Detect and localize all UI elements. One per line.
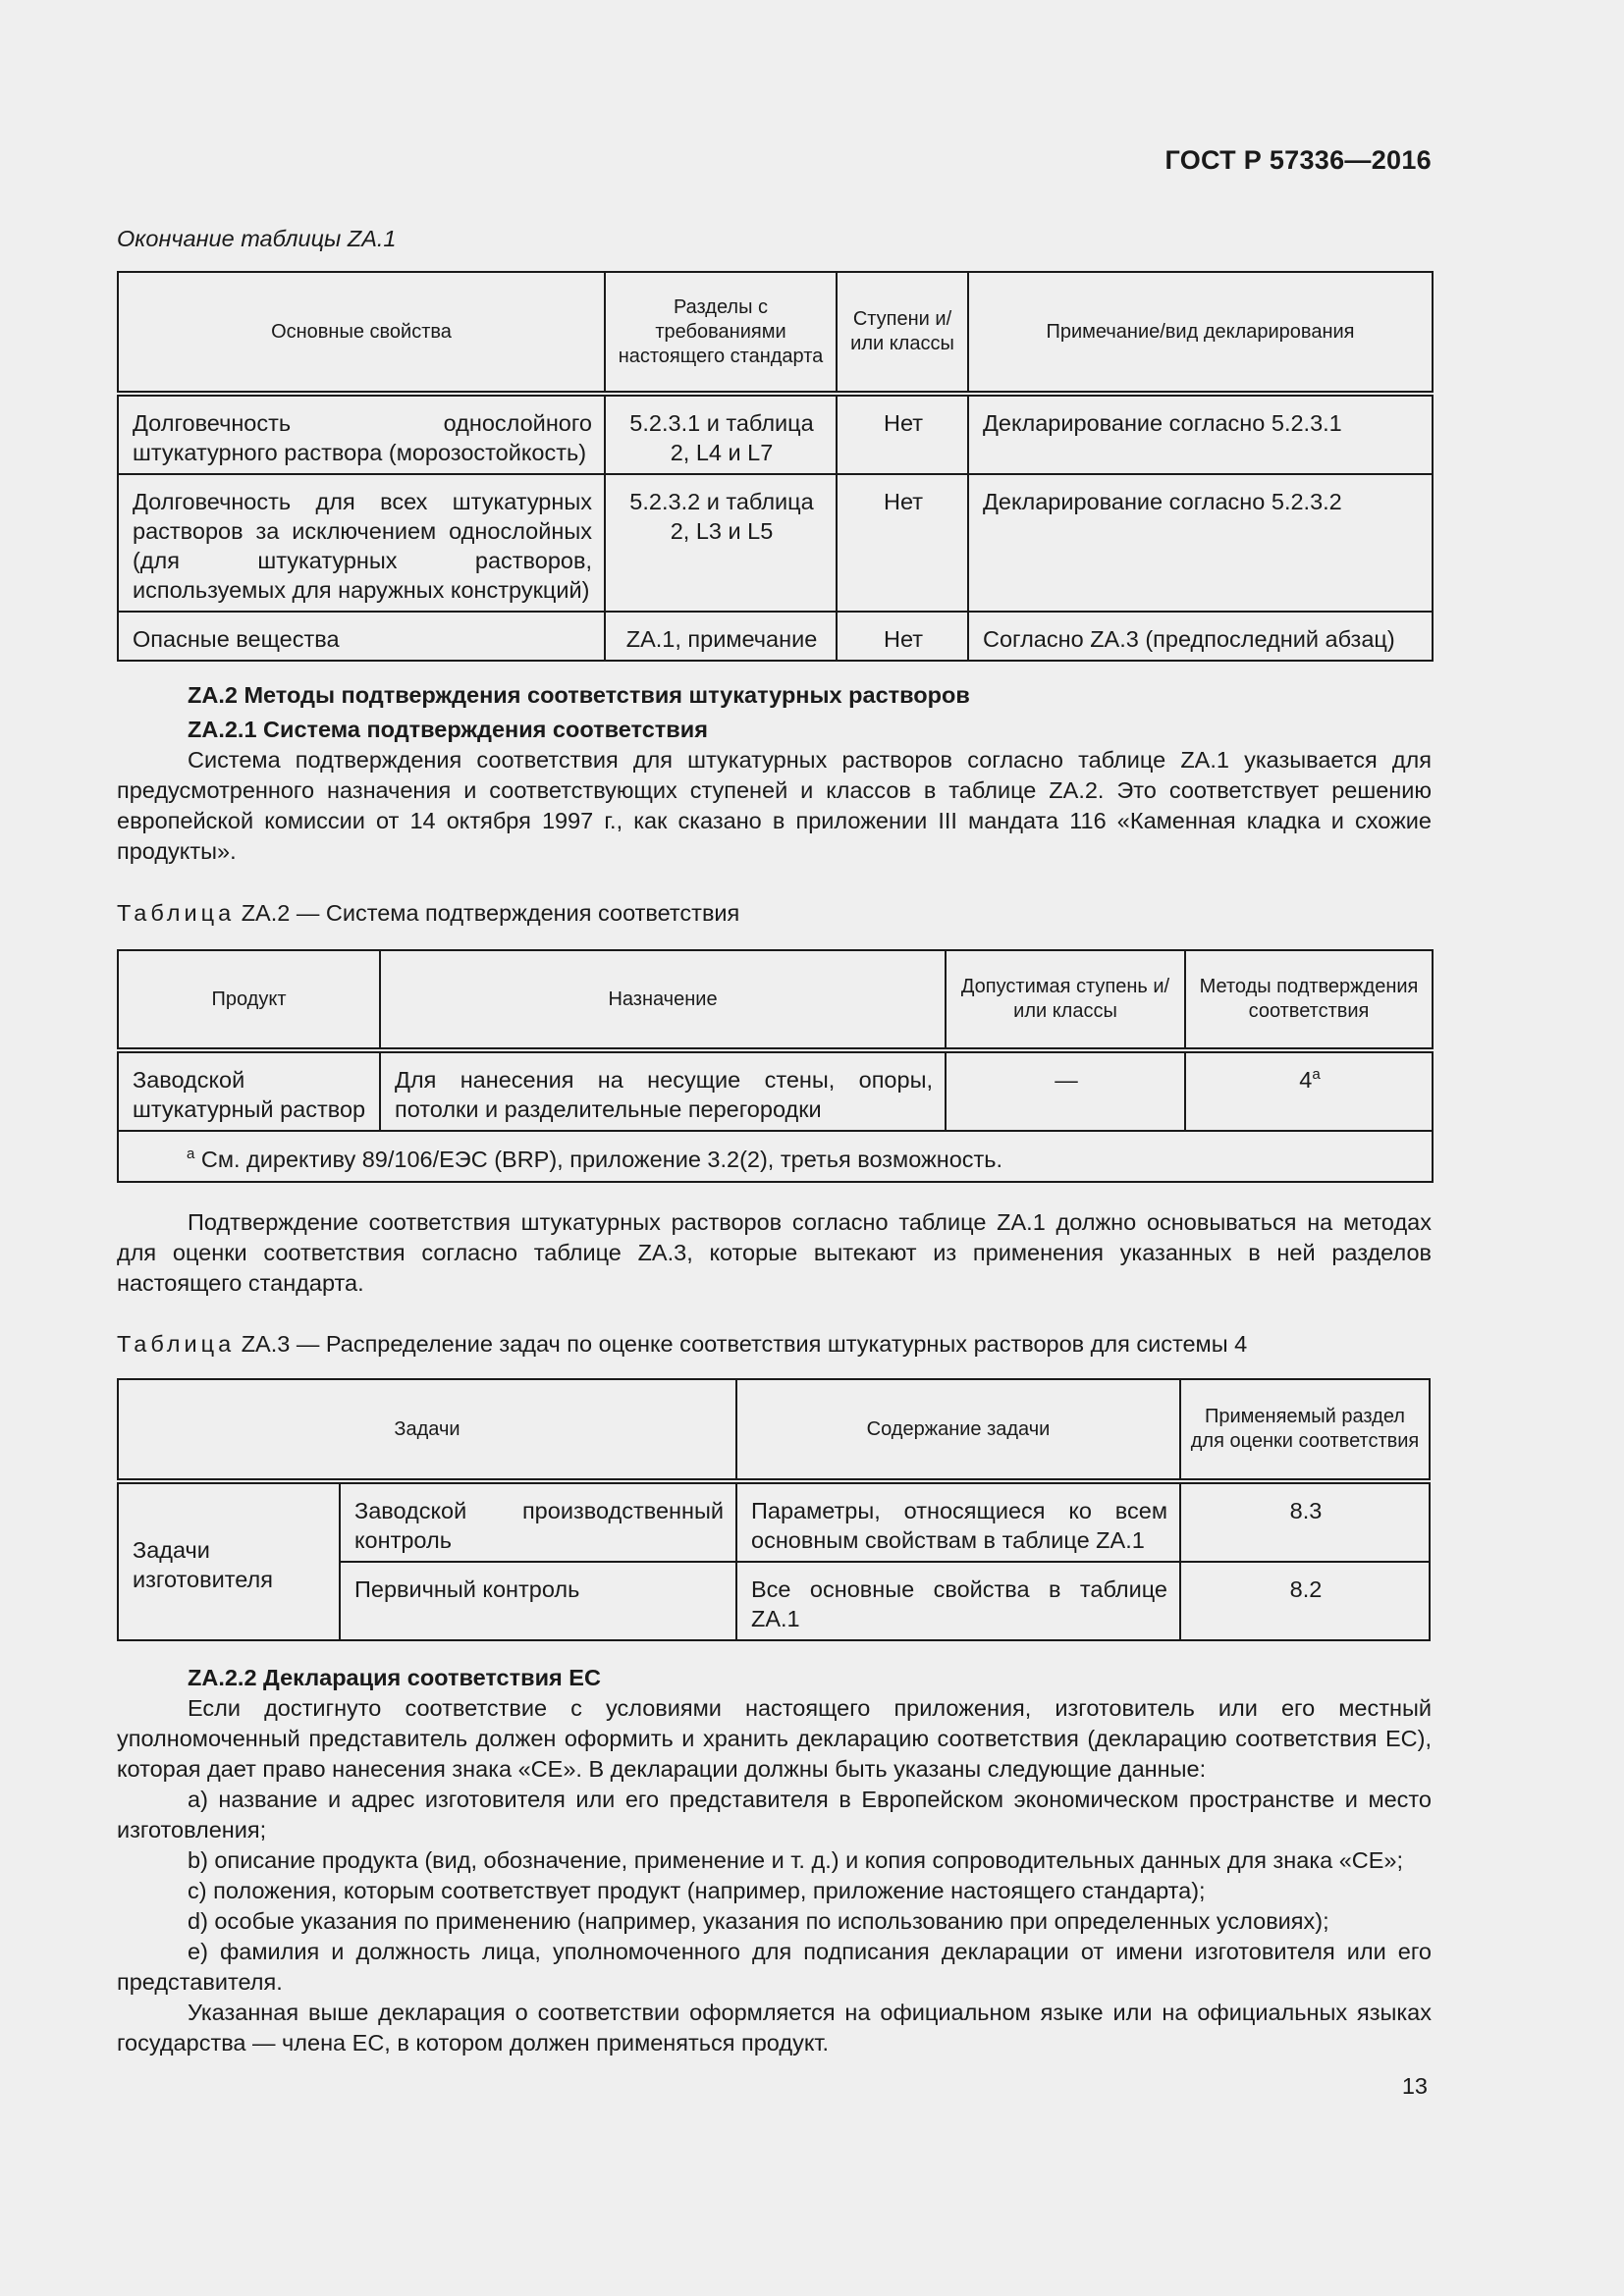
list-item: d) особые указания по применению (например, указания по использованию при определенных условиях); [188,1908,1329,1934]
table-cell: Параметры, относящиеся ко всем основным свойствам в таблице ZA.1 [736,1481,1180,1562]
table-cell: Для нанесения на несущие стены, опоры, потолки и разделительные перегородки [380,1050,946,1131]
footnote-ref: a [1312,1066,1321,1084]
page-number: 13 [1401,2073,1428,2099]
section-za2 [117,680,1432,867]
table-cell: Нет [837,612,968,661]
method-value: 4 [1299,1067,1313,1093]
table-za2-header: Назначение [380,950,946,1050]
task-group-cell: Задачи изготовителя [118,1481,340,1640]
table-za1-header: Примечание/вид декларирования [968,272,1433,394]
table-cell: 5.2.3.2 и таблица 2, L3 и L5 [605,474,837,612]
table-cell: 8.3 [1180,1481,1430,1562]
paragraph: Подтверждение соответствия штукатурных растворов согласно таблице ZA.1 должно основываться на методах для оценки соответствия согласно таблице ZA.3, которые вытекают из применения указанных в ней разделов настоящего стандарта. [117,1209,1432,1296]
table-title: ZA.2 — Система подтверждения соответствия [241,900,740,926]
table-cell: Опасные вещества [118,612,605,661]
list-item: c) положения, которым соответствует продукт (например, приложение настоящего стандарта); [188,1878,1206,1903]
table-za2-caption [117,900,739,927]
table-za3 [117,1378,1431,1641]
table-cell [1185,1050,1433,1131]
paragraph: Если достигнуто соответствие с условиями настоящего приложения, изготовитель или его местный уполномоченный представитель должен оформить и хранить декларацию соответствия (декларацию соответствия ЕС), которая дает право нанесения знака «СЕ». В декларации должны быть указаны следующие данные: [117,1695,1432,1782]
table-za2-header: Методы подтверждения соответствия [1185,950,1433,1050]
table-cell: Заводской штукатурный раствор [118,1050,380,1131]
table-cell: — [946,1050,1185,1131]
table-za3-header: Задачи [118,1379,736,1481]
table-label: Таблица [117,900,236,926]
table-row [118,612,1433,661]
table-cell: Заводской производственный контроль [340,1481,736,1562]
confirmation-block [117,1207,1432,1299]
list-item: a) название и адрес изготовителя или его представителя в Европейском экономическом пространстве и место изготовления; [117,1787,1432,1842]
section-heading: ZA.2 Методы подтверждения соответствия штукатурных растворов [188,682,970,708]
paragraph: Система подтверждения соответствия для штукатурных растворов согласно таблице ZA.1 указывается для предусмотренного назначения и соответствующих ступеней и классов в таблице ZA.2. Это соответствует решению европейской комиссии от 14 октября 1997 г., как сказано в приложении III мандата 116 «Каменная кладка и схожие продукты». [117,747,1432,864]
table-title: ZA.3 — Распределение задач по оценке соответствия штукатурных растворов для системы 4 [241,1331,1248,1357]
section-za22 [117,1663,1432,2058]
table-label: Таблица [117,1331,236,1357]
table-cell: Нет [837,394,968,474]
table-za2-header: Продукт [118,950,380,1050]
footnote-text: См. директиву 89/106/ЕЭС (BRP), приложение 3.2(2), третья возможность. [200,1147,1003,1172]
table-footnote-row [118,1131,1433,1182]
table-za3-header: Применяемый раздел для оценки соответствия [1180,1379,1430,1481]
table-za1-caption: Окончание таблицы ZA.1 [117,226,397,251]
standard-code: ГОСТ Р 57336—2016 [1164,145,1432,175]
table-cell: Декларирование согласно 5.2.3.2 [968,474,1433,612]
table-za2 [117,949,1434,1183]
paragraph: Указанная выше декларация о соответствии оформляется на официальном языке или на официальных языках государства — члена ЕС, в котором должен применяться продукт. [117,2000,1432,2056]
table-za2-header: Допустимая ступень и/или классы [946,950,1185,1050]
table-za1-header: Разделы с требованиями настоящего стандарта [605,272,837,394]
table-cell: Долговечность однослойного штукатурного раствора (морозостойкость) [118,394,605,474]
table-za3-caption [117,1331,1247,1358]
table-za1-header: Основные свойства [118,272,605,394]
subsection-heading: ZA.2.1 Система подтверждения соответствия [188,717,708,742]
table-za1-header: Ступени и/или классы [837,272,968,394]
table-cell: Все основные свойства в таблице ZA.1 [736,1562,1180,1640]
table-cell: 5.2.3.1 и таблица 2, L4 и L7 [605,394,837,474]
footnote-mark: a [187,1146,195,1163]
list-item: e) фамилия и должность лица, уполномоченного для подписания декларации от имени изготовителя или его представителя. [117,1939,1432,1995]
table-cell: ZA.1, примечание [605,612,837,661]
table-row [118,1481,1430,1562]
table-footnote [118,1131,1433,1182]
table-cell: Первичный контроль [340,1562,736,1640]
table-row [118,474,1433,612]
table-cell: 8.2 [1180,1562,1430,1640]
section-heading: ZA.2.2 Декларация соответствия ЕС [188,1665,601,1690]
table-cell: Декларирование согласно 5.2.3.1 [968,394,1433,474]
table-row [118,394,1433,474]
table-row [118,1050,1433,1131]
list-item: b) описание продукта (вид, обозначение, применение и т. д.) и копия сопроводительных данных для знака «СЕ»; [188,1847,1404,1873]
table-za3-header: Содержание задачи [736,1379,1180,1481]
table-cell: Согласно ZA.3 (предпоследний абзац) [968,612,1433,661]
table-za1 [117,271,1434,662]
table-cell: Нет [837,474,968,612]
table-cell: Долговечность для всех штукатурных растворов за исключением однослойных (для штукатурных растворов, используемых для наружных конструкций) [118,474,605,612]
